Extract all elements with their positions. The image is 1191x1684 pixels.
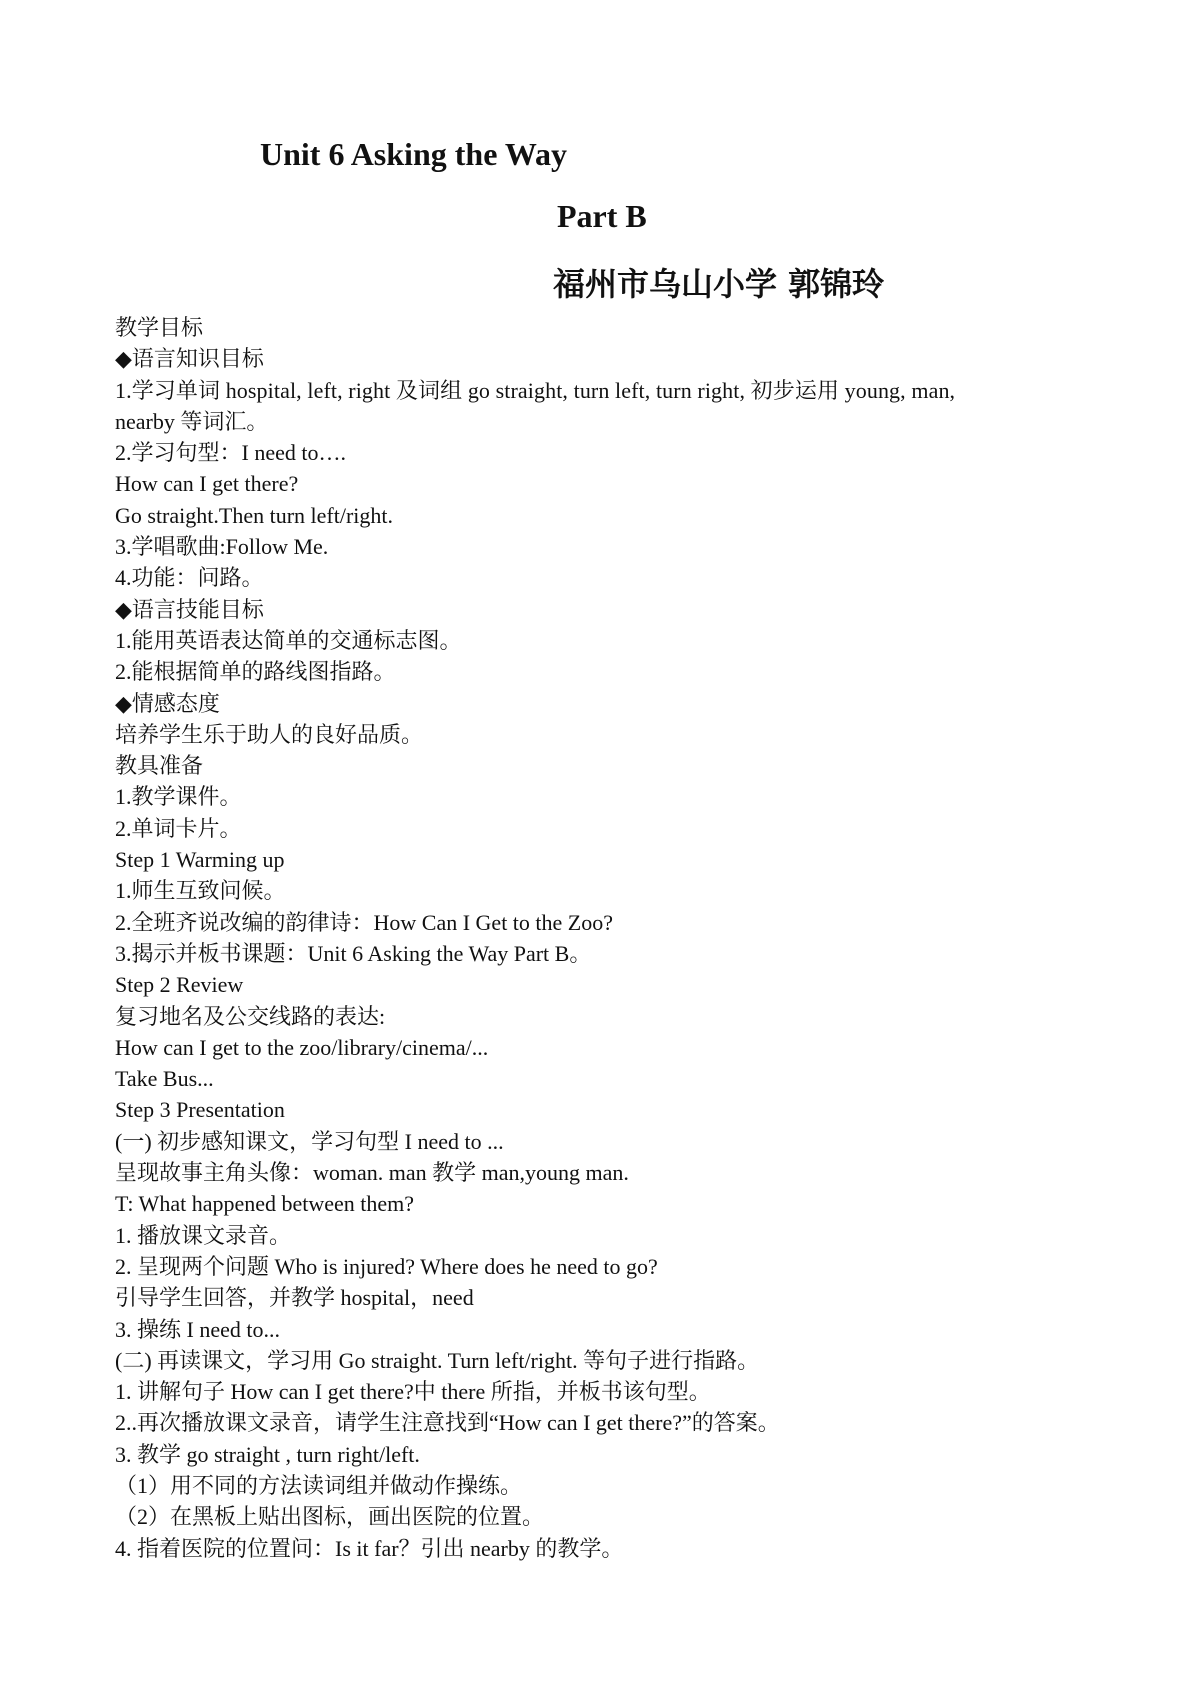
author-line: 福州市乌山小学 郭锦玲 [553, 265, 885, 303]
text-line: 1.能用英语表达简单的交通标志图。 [115, 627, 462, 653]
text-line: 3. 操练 I need to... [115, 1316, 280, 1342]
text-line: 2..再次播放课文录音，请学生注意找到“How can I get there?”的答案。 [115, 1410, 780, 1436]
text-line: T: What happened between them? [115, 1191, 415, 1217]
text-line: 呈现故事主角头像：woman. man 教学 man,young man. [115, 1160, 629, 1186]
text-line: nearby 等词汇。 [115, 408, 269, 434]
lesson-plan-body [115, 312, 1085, 1564]
text-line: Step 1 Warming up [115, 847, 285, 873]
text-line: 教具准备 [115, 753, 204, 779]
text-line: 3. 教学 go straight , turn right/left. [115, 1441, 420, 1467]
text-line: 1.教学课件。 [115, 784, 242, 810]
text-line: 1. 讲解句子 How can I get there?中 there 所指，并板书该句型。 [115, 1379, 711, 1405]
text-line: Step 3 Presentation [115, 1097, 285, 1123]
text-line: 复习地名及公交线路的表达: [115, 1003, 386, 1029]
text-line: 2.单词卡片。 [115, 815, 242, 841]
text-line: (二) 再读课文，学习用 Go straight. Turn left/right. 等句子进行指路。 [115, 1347, 760, 1373]
text-line: (一) 初步感知课文，学习句型 I need to ... [115, 1128, 504, 1154]
text-line: （1）用不同的方法读词组并做动作操练。 [115, 1472, 523, 1498]
text-line: ◆语言技能目标 [115, 596, 264, 622]
text-line: How can I get to the zoo/library/cinema/... [115, 1034, 489, 1060]
text-line: 3.揭示并板书课题：Unit 6 Asking the Way Part B。 [115, 940, 592, 966]
text-line: 2.能根据简单的路线图指路。 [115, 659, 396, 685]
text-line: ◆语言知识目标 [115, 346, 264, 372]
text-line: 引导学生回答，并教学 hospital，need [115, 1285, 474, 1311]
text-line: 3.学唱歌曲:Follow Me. [115, 534, 329, 560]
text-line: ◆情感态度 [115, 690, 220, 716]
text-line: 4. 指着医院的位置问：Is it far？引出 nearby 的教学。 [115, 1535, 624, 1561]
text-line: （2）在黑板上贴出图标，画出医院的位置。 [115, 1504, 545, 1530]
text-line: Take Bus... [115, 1066, 214, 1092]
text-line: Go straight.Then turn left/right. [115, 502, 393, 528]
text-line: 1.师生互致问候。 [115, 878, 286, 904]
text-line: 2.全班齐说改编的韵律诗：How Can I Get to the Zoo? [115, 909, 613, 935]
text-line: 1.学习单词 hospital, left, right 及词组 go straight, turn left, turn right, 初步运用 young, man, [115, 377, 956, 403]
text-line: 教学目标 [115, 315, 204, 340]
text-line: 培养学生乐于助人的良好品质。 [115, 721, 424, 747]
text-line: Step 2 Review [115, 972, 244, 998]
text-line: 2.学习句型：I need to…. [115, 440, 346, 466]
text-line: 2. 呈现两个问题 Who is injured? Where does he need to go? [115, 1253, 658, 1279]
text-line: 4.功能：问路。 [115, 565, 264, 591]
document-title: Unit 6 Asking the Way [260, 136, 568, 172]
text-line: 1. 播放课文录音。 [115, 1222, 292, 1248]
text-line: How can I get there? [115, 471, 299, 497]
document-subtitle: Part B [557, 198, 647, 234]
